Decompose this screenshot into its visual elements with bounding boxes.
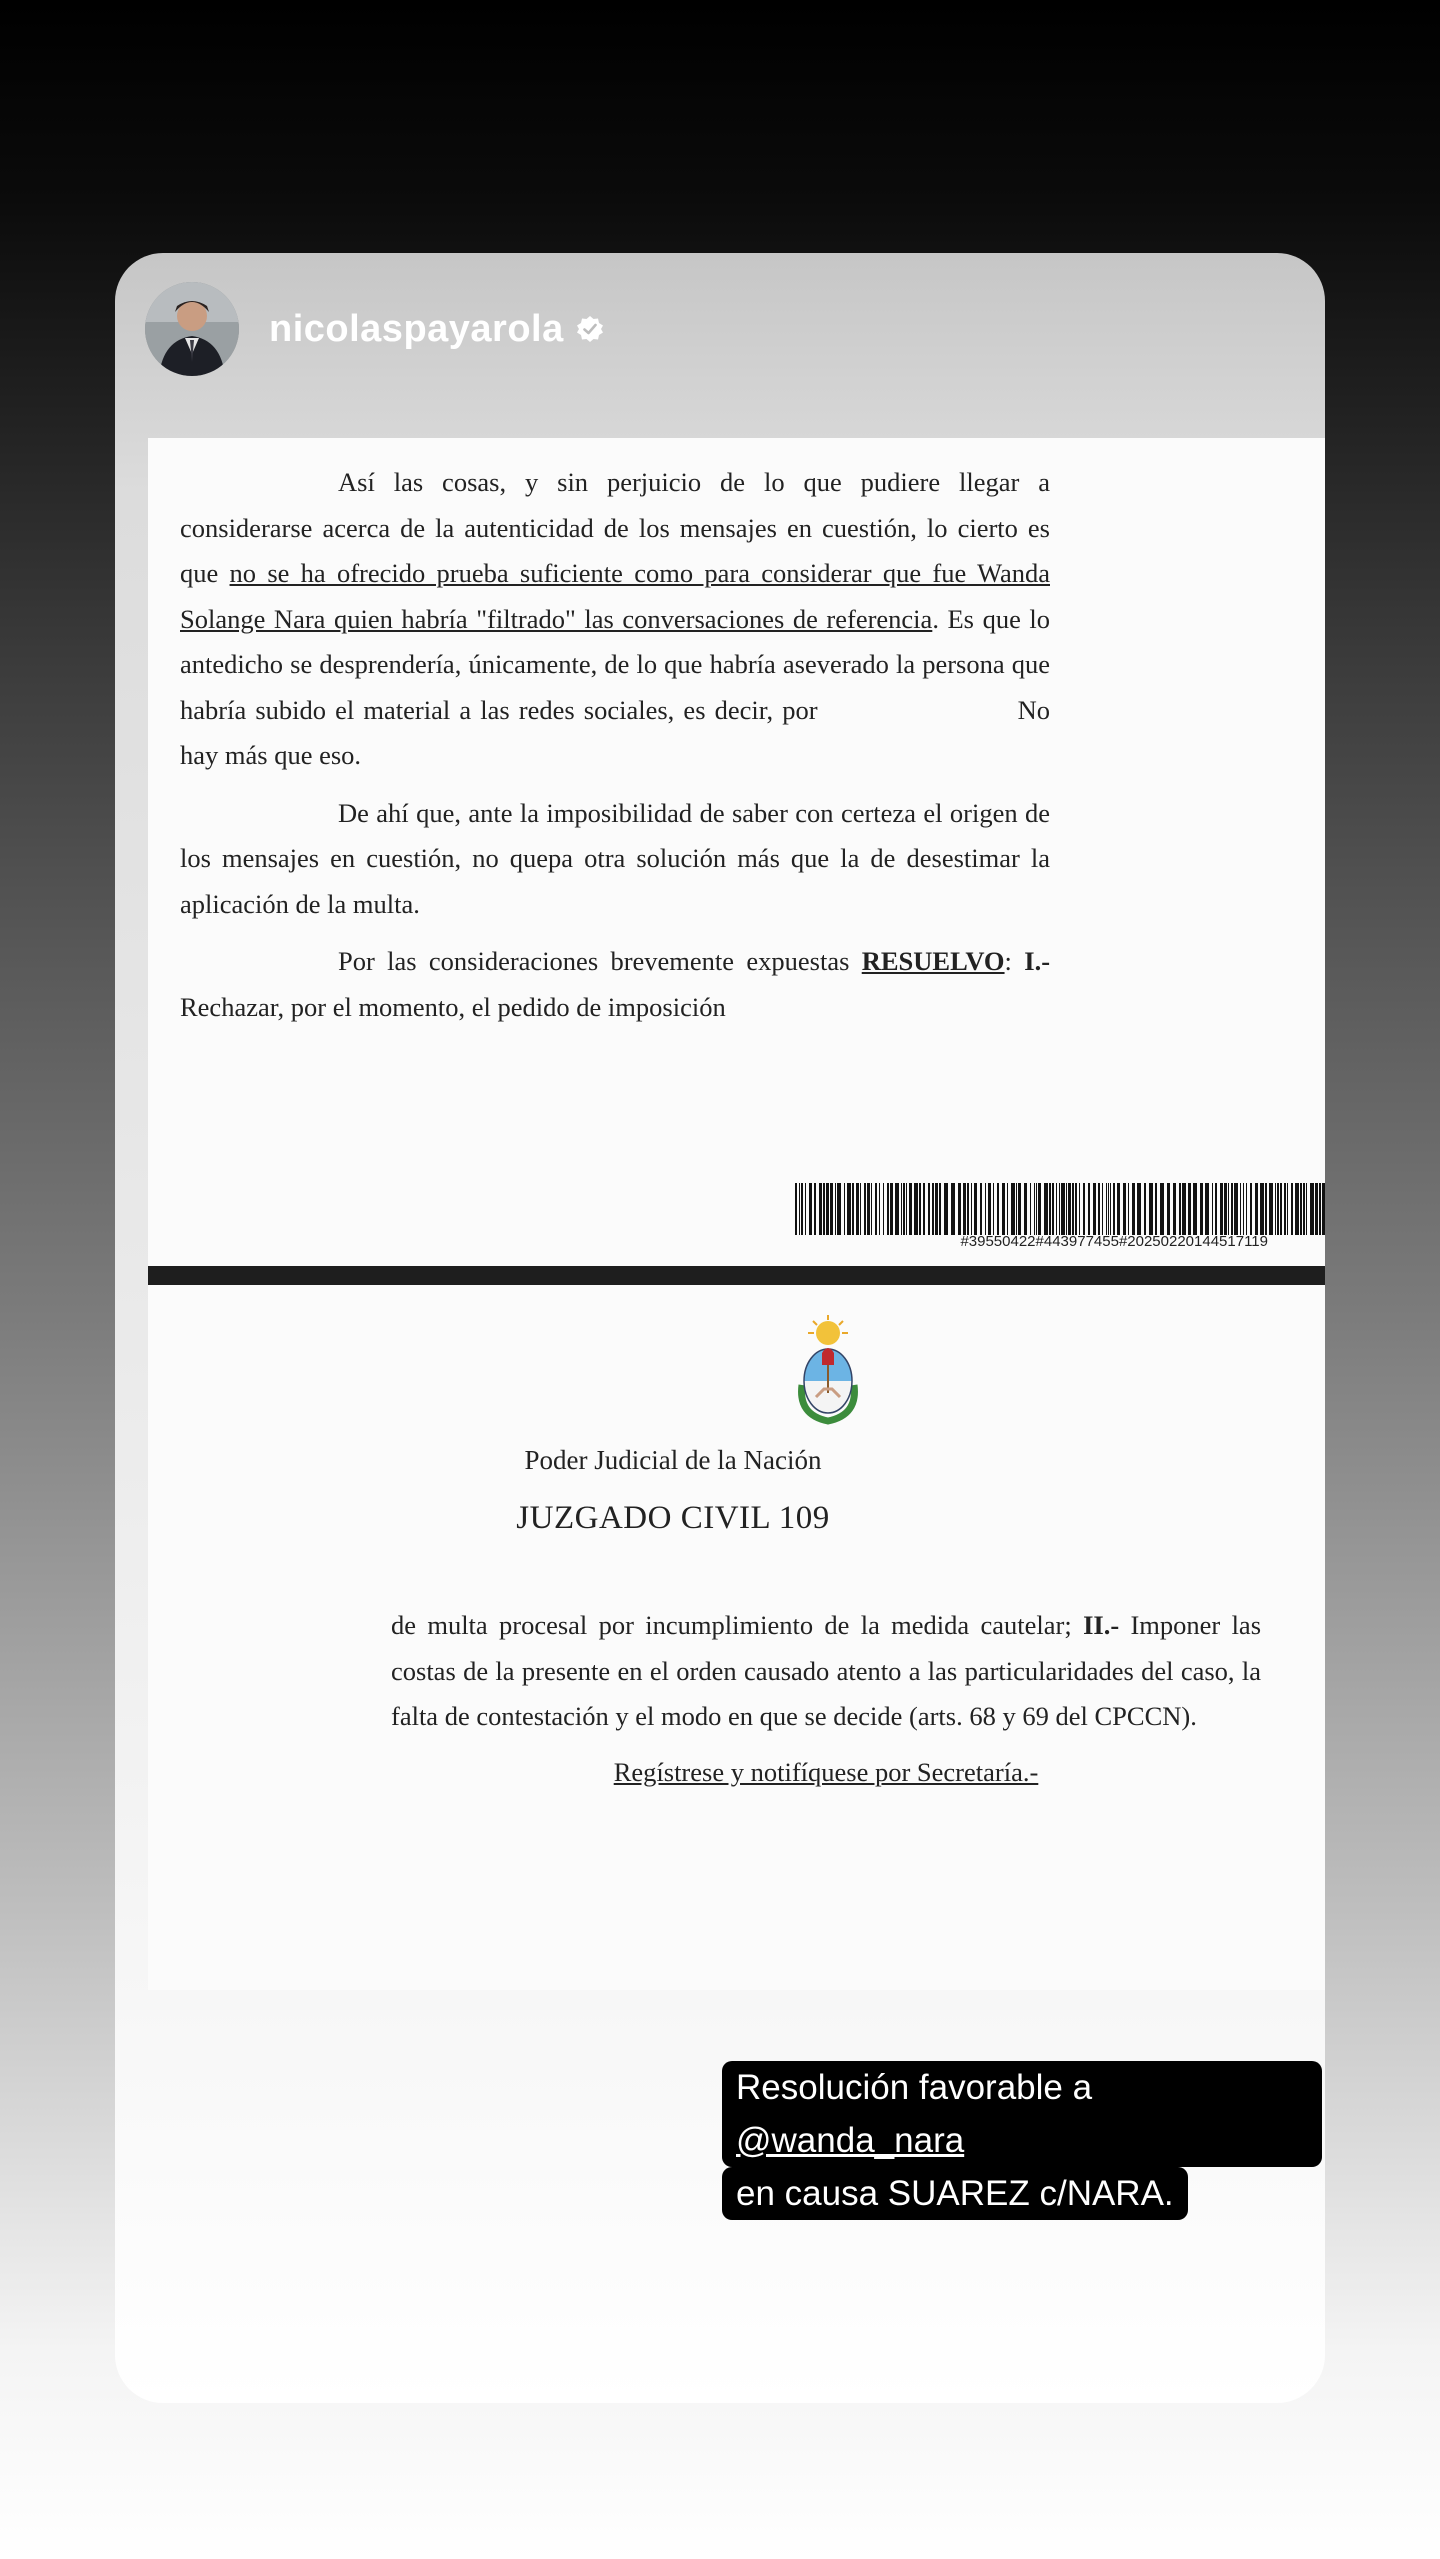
- verified-badge-icon: [576, 315, 604, 343]
- caption-line-2: en causa SUAREZ c/NARA.: [722, 2167, 1188, 2220]
- paragraph-1-start: Así las cosas, y sin perjuicio de lo que pudiere llegar a considerarse acerca de la autenticidad de los mensajes en cuestión, lo cierto es que: [180, 467, 1050, 588]
- paragraph-1-end: No hay más que eso.: [180, 694, 1050, 770]
- barcode-number: #39550422#443977455#20250220144517119: [960, 1233, 1268, 1250]
- document-page-lower: [148, 1285, 1325, 1990]
- resolution-numeral-1: I.-: [1024, 946, 1051, 976]
- resuelvo-heading: RESUELVO: [861, 946, 1005, 976]
- paragraph-1-rest: . Es que lo antedicho se desprendería, únicamente, de lo que habría aseverado la persona que habría subido el material a las redes sociales, es decir, por: [180, 603, 1050, 725]
- paragraph-2: [180, 791, 1050, 928]
- paragraph-3-start: Por las consideraciones brevemente expuestas: [338, 946, 850, 976]
- paragraph-4: [391, 1603, 1261, 1740]
- resuelvo-colon: :: [1004, 946, 1012, 976]
- resolution-numeral-2: II.-: [1083, 1610, 1120, 1640]
- court-header-line-2: JUZGADO CIVIL 109: [516, 1500, 830, 1536]
- closing-line: Regístrese y notifíquese por Secretaría.-: [613, 1756, 1039, 1787]
- story-card: [115, 253, 1325, 2403]
- document-body-upper: [180, 460, 1050, 1030]
- document-body-lower: [391, 1603, 1261, 1795]
- paragraph-3-rest: Rechazar, por el momento, el pedido de imposición: [180, 991, 726, 1022]
- paragraph-4-start: de multa procesal por incumplimiento de la medida cautelar;: [391, 1610, 1072, 1640]
- profile-photo-icon[interactable]: [145, 282, 239, 376]
- paragraph-1: [180, 460, 1050, 779]
- paragraph-1-underlined: no se ha ofrecido prueba suficiente como para considerar que fue Wanda Solange Nara quien habría "filtrado" las conversaciones de referencia: [180, 558, 1050, 634]
- caption-prefix: Resolución favorable a: [736, 2068, 1093, 2107]
- story-header: [145, 279, 604, 379]
- court-header-line-1: Poder Judicial de la Nación: [524, 1445, 822, 1475]
- story-caption: [722, 2061, 1322, 2220]
- paragraph-3: [180, 939, 1050, 1030]
- document-page-upper: [148, 438, 1325, 1266]
- mention-link[interactable]: @wanda_nara: [736, 2121, 965, 2160]
- caption-line-1: [722, 2061, 1322, 2167]
- paragraph-4-rest: Imponer las costas de la presente en el orden causado atento a las particularidades del caso, la falta de contestación y el modo en que se decide (arts. 68 y 69 del CPCCN).: [391, 1610, 1262, 1731]
- argentina-coat-of-arms-icon: [788, 1315, 868, 1425]
- username[interactable]: nicolaspayarola: [269, 307, 564, 350]
- paragraph-2-text: De ahí que, ante la imposibilidad de saber con certeza el origen de los mensajes en cuestión, no quepa otra solución más que la de desestimar la aplicación de la multa.: [180, 797, 1050, 919]
- page-divider: [148, 1266, 1325, 1285]
